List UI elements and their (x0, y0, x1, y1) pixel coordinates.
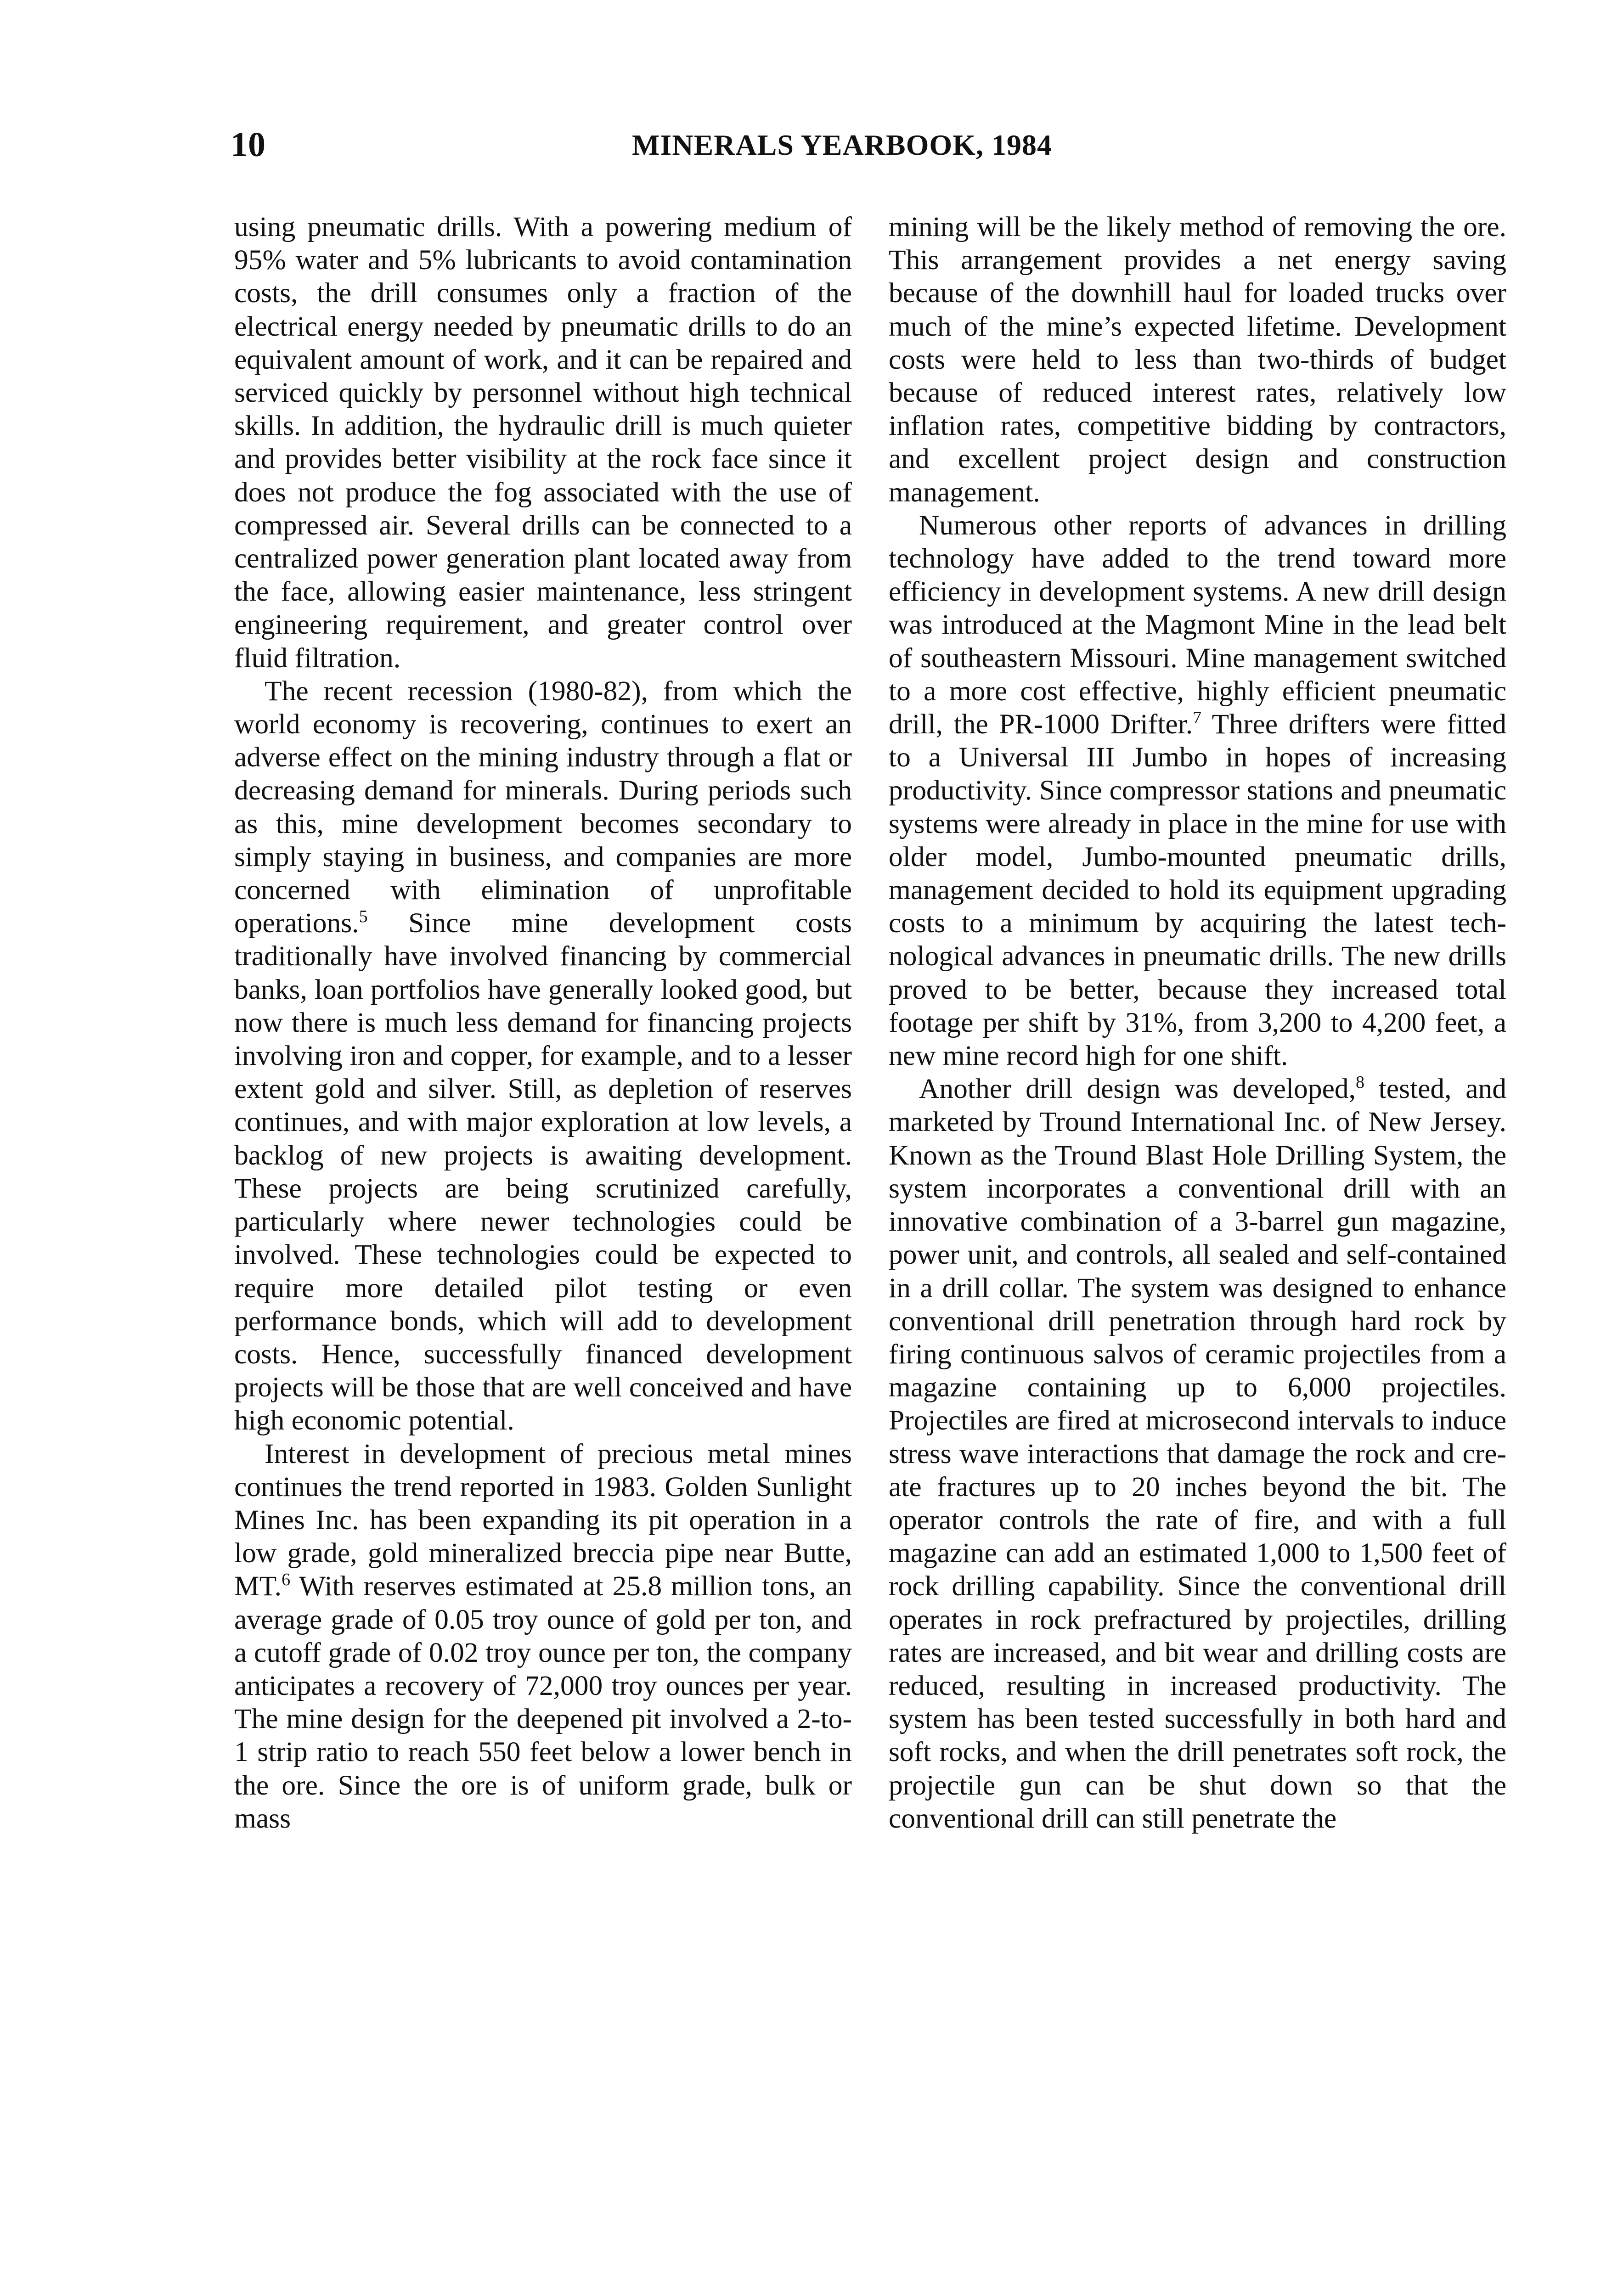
paragraph-mining-method (889, 210, 1506, 509)
paragraph-text: Another drill design was developed, (919, 1073, 1356, 1105)
paragraph-text: tested, and marketed by Tround International Inc. of New Jersey. Known as the Tround Blast Hole Drilling System, the system incorporates a conventional drill with an innovative combination of a 3-barrel gun magazine, power unit, and controls, all sealed and self-contained in a drill collar. The system was designed to enhance conventional drill penetration through hard rock by firing continuous salvos of ceramic projectiles from a magazine containing up to 6,000 projectiles. Projectiles are fired at microsecond intervals to induce stress wave interactions that damage the rock and create fractures up to 20 inches beyond the bit. The operator controls the rate of fire, and with a full magazine can add an estimated 1,000 to 1,500 feet of rock drilling capability. Since the conventional drill operates in rock prefractured by projectiles, drilling rates are increased, and bit wear and drilling costs are reduced, resulting in increased productivity. The system has been tested successfully in both hard and soft rocks, and when the drill penetrates soft rock, the projectile gun can be shut down so that the conventional drill can still penetrate the (889, 1073, 1507, 1834)
paragraph-text: Interest in development of precious metal mines continues the trend reported in 1983. Golden Sunlight Mines Inc. has been expanding its pit operation in a low grade, gold mineralized breccia pipe near Butte, MT. (234, 1438, 852, 1602)
right-text-column (889, 210, 1506, 1835)
paragraph-tround-system (889, 1072, 1506, 1835)
paragraph-drilling-technology (889, 509, 1506, 1072)
paragraph-text: With reserves estimated at 25.8 million tons, an average grade of 0.05 troy ounce of gold per ton, and a cutoff grade of 0.02 troy ounce per ton, the company anticipates a recovery of 72,000 troy ounces per year. The mine design for the deepened pit involved a 2-to-1 strip ratio to reach 550 feet below a lower bench in the ore. Since the ore is of uniform grade, bulk or mass (234, 1570, 852, 1834)
paragraph-recession (234, 675, 852, 1437)
footnote-ref: 8 (1356, 1073, 1365, 1092)
paragraph-text: Numerous other reports of advances in drilling technology have added to the trend toward more efficiency in development systems. A new drill design was introduced at the Magmont Mine in the lead belt of southeastern Missouri. Mine management switched to a more cost effective, highly efficient pneumatic drill, the PR-1000 Drifter. (889, 509, 1506, 740)
left-text-column (234, 210, 852, 1835)
footnote-ref: 6 (282, 1570, 291, 1590)
paragraph-hydraulic-drills (234, 210, 852, 675)
paragraph-text: Since mine development costs traditionally have involved financing by commercial banks, loan portfolios have generally looked good, but now there is much less demand for financing projects involving iron and copper, for example, and to a lesser extent gold and silver. Still, as depletion of reserves continues, and with major exploration at low levels, a backlog of new projects is awaiting development. These projects are being scrutinized carefully, particularly where newer technologies could be involved. These technologies could be expected to require more detailed pilot testing or even performance bonds, which will add to development costs. Hence, successfully financed development projects will be those that are well conceived and have high economic potential. (234, 907, 852, 1436)
footnote-ref: 7 (1193, 708, 1202, 728)
paragraph-text: mining will be the likely method of removing the ore. This arrangement provides a net energy saving because of the downhill haul for loaded trucks over much of the mine’s expected lifetime. Development costs were held to less than two-thirds of budget because of reduced interest rates, relatively low inflation rates, competitive bidding by contractors, and excellent project design and construction management. (889, 211, 1506, 508)
page-number: 10 (231, 125, 265, 164)
paragraph-precious-metals (234, 1437, 852, 1835)
footnote-ref: 5 (359, 907, 368, 927)
paragraph-text: The recent recession (1980-82), from which the world economy is recovering, continues to exert an adverse effect on the mining industry through a flat or decreasing demand for minerals. During periods such as this, mine development becomes secondary to simply staying in business, and companies are more concerned with elimination of unprofitable operations. (234, 675, 852, 939)
running-title: MINERALS YEARBOOK, 1984 (632, 129, 1052, 161)
paragraph-text: Three drifters were fitted to a Universal III Jumbo in hopes of increasing productivity. Since compressor stations and pneumatic systems were already in place in the mine for use with older model, Jumbo-mounted pneumatic drills, management decided to hold its equipment upgrading costs to a minimum by acquiring the latest technological advances in pneumatic drills. The new drills proved to be better, because they increased total footage per shift by 31%, from 3,200 to 4,200 feet, a new mine record high for one shift. (889, 709, 1506, 1072)
paragraph-text: using pneumatic drills. With a powering medium of 95% water and 5% lubricants to avoid contamination costs, the drill consumes only a fraction of the electrical energy needed by pneumatic drills to do an equivalent amount of work, and it can be repaired and serviced quickly by personnel without high technical skills. In addition, the hydraulic drill is much quieter and provides better visibility at the rock face since it does not produce the fog associated with the use of compressed air. Several drills can be connected to a centralized power generation plant located away from the face, allowing easier maintenance, less stringent engineering requirement, and greater control over fluid filtration. (234, 211, 852, 674)
